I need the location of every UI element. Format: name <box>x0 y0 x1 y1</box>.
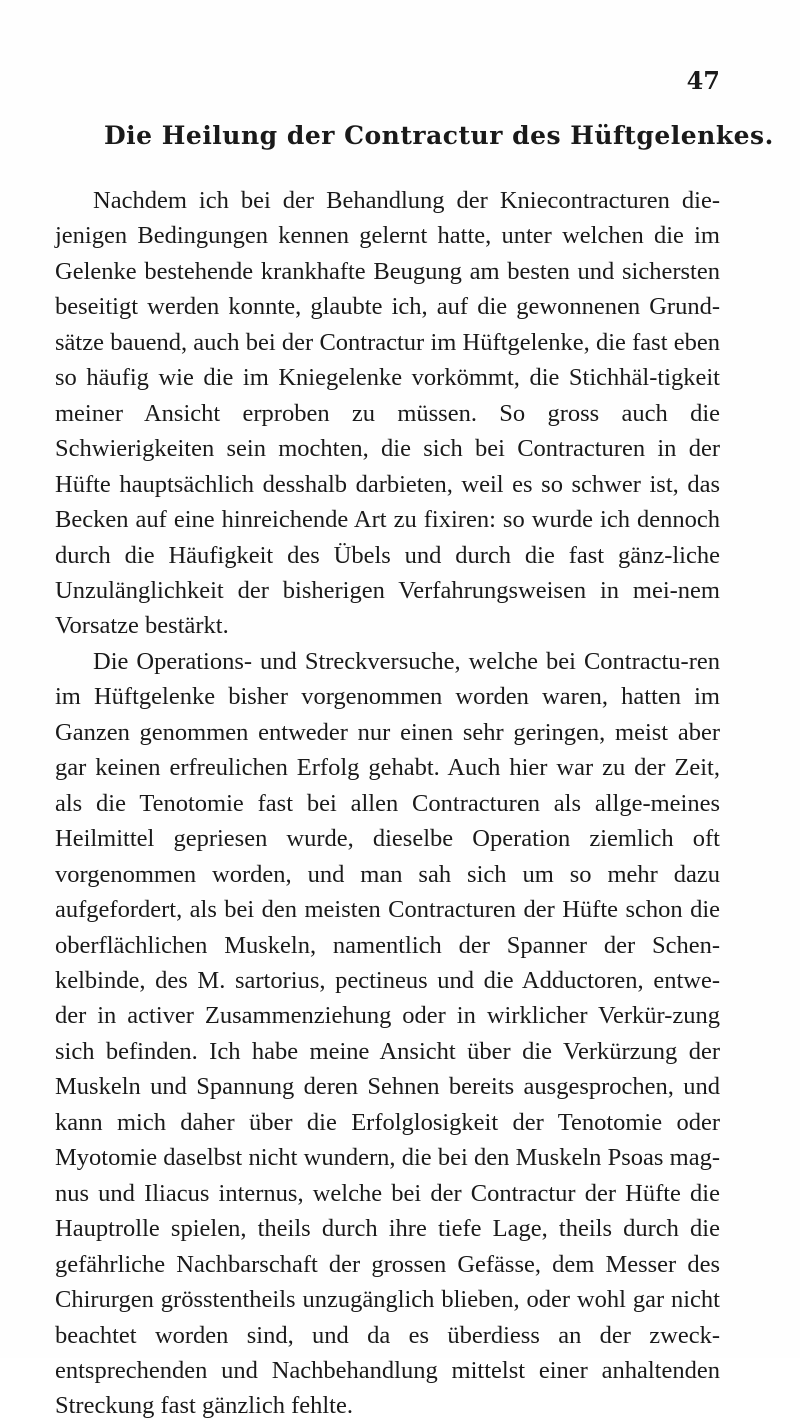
page-number: 47 <box>686 66 720 95</box>
paragraph: Die Operations- und Streckversuche, welche bei Contractu-ren im Hüftgelenke bisher vorgenommen worden waren, hatten im Ganzen genommen entweder nur einen sehr geringen, meist aber gar keinen erfreulichen Erfolg gehabt. Auch hier war zu der Zeit, als die Tenotomie fast bei allen Contracturen als allge-meines Heilmittel gepriesen wurde, dieselbe Operation ziemlich oft vorgenommen worden, und man sah sich um so mehr dazu aufgefordert, als bei den meisten Contracturen der Hüfte schon die oberflächlichen Muskeln, namentlich der Spanner der Schen-kelbinde, des M. sartorius, pectineus und die Adductoren, entwe-der in activer Zusammenziehung oder in wirklicher Verkür-zung sich befinden. Ich habe meine Ansicht über die Verkürzung der Muskeln und Spannung deren Sehnen bereits ausgesprochen, und kann mich daher über die Erfolglosigkeit der Tenotomie oder Myotomie daselbst nicht wundern, die bei den Muskeln Psoas mag-nus und Iliacus internus, welche bei der Contractur der Hüfte die Hauptrolle spielen, theils durch ihre tiefe Lage, theils durch die gefährliche Nachbarschaft der grossen Gefässe, dem Messer des Chirurgen grösstentheils unzugänglich blieben, oder wohl gar nicht beachtet worden sind, und da es überdiess an der zweck-entsprechenden und Nachbehandlung mittelst einer anhaltenden Streckung fast gänzlich fehlte. <box>55 647 720 1420</box>
body-text <box>55 183 720 1424</box>
paragraph: Nachdem ich bei der Behandlung der Kniecontracturen die-jenigen Bedingungen kennen gelernt hatte, unter welchen die im Gelenke bestehende krankhafte Beugung am besten und sichersten beseitigt werden konnte, glaubte ich, auf die gewonnenen Grund-sätze bauend, auch bei der Contractur im Hüftgelenke, die fast eben so häufig wie die im Kniegelenke vorkömmt, die Stichhäl-tigkeit meiner Ansicht erproben zu müssen. So gross auch die Schwierigkeiten sein mochten, die sich bei Contracturen in der Hüfte hauptsächlich desshalb darbieten, weil es so schwer ist, das Becken auf eine hinreichende Art zu fixiren: so wurde ich dennoch durch die Häufigkeit des Übels und durch die fast gänz-liche Unzulänglichkeit der bisherigen Verfahrungsweisen in mei-nem Vorsatze bestärkt. <box>55 187 720 640</box>
page-title: Die Heilung der Contractur des Hüftgelenkes. <box>104 121 774 150</box>
